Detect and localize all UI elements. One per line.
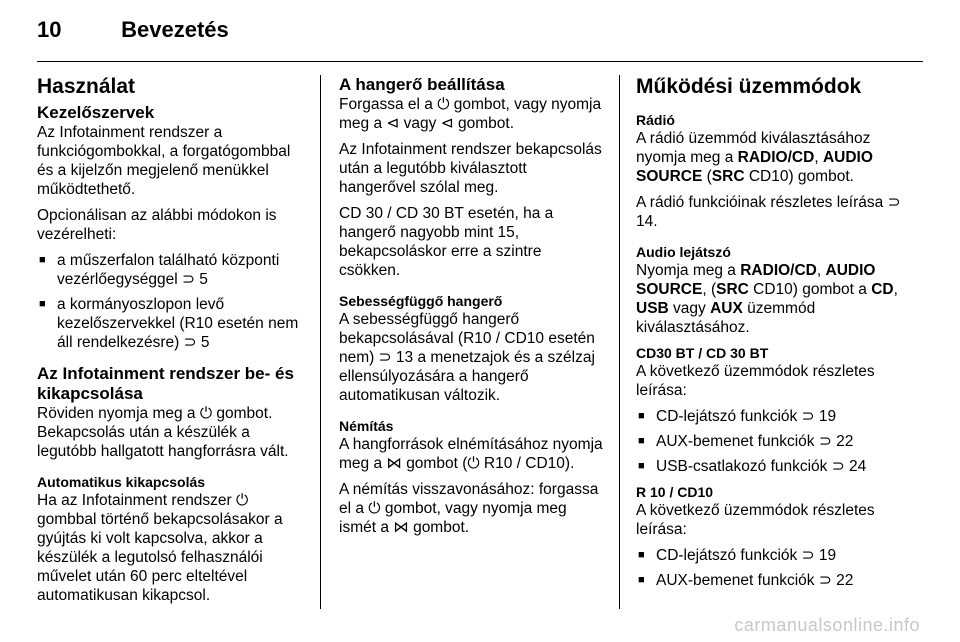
list-item: ■ a kormányoszlopon levő kezelőszervekkel (R10 esetén nem áll rendelkezésre) ⊃ 5 bbox=[37, 295, 310, 352]
subheading-be-kikapcsolas: Az Infotainment rendszer be- és kikapcsolása bbox=[37, 364, 294, 403]
paragraph: Az Infotainment rendszer bekapcsolás után a legutóbb kiválasztott hangerővel szólal meg. bbox=[339, 141, 602, 196]
subheading-r10-cd10: R 10 / CD10 bbox=[636, 484, 714, 500]
chapter-title: Bevezetés bbox=[121, 17, 229, 42]
list-item: ■ USB-csatlakozó funkciók ⊃ 24 bbox=[636, 457, 916, 476]
column-divider-1 bbox=[320, 75, 321, 609]
subheading-hangero: A hangerő beállítása bbox=[339, 75, 505, 94]
paragraph: Az Infotainment rendszer a funkciógombokkal, a forgatógombbal és a kijelzőn megjelenő menükkel működtethető. bbox=[37, 124, 291, 198]
paragraph: A hangforrások elnémításához nyomja meg a ⋈ gombot (⏻ R10 / CD10). bbox=[339, 436, 603, 472]
section-heading-hasznalat: Használat bbox=[37, 75, 136, 98]
bullet-list bbox=[636, 546, 916, 590]
paragraph: A sebességfüggő hangerő bekapcsolásával (R10 / CD10 esetén nem) ⊃ 13 a menetzajok és a szélzaj ellensúlyozására a hangerő automatikusan változik. bbox=[339, 311, 595, 404]
list-item: ■ a műszerfalon található központi vezérlőegységgel ⊃ 5 bbox=[37, 251, 310, 289]
subheading-sebessegfuggo: Sebességfüggő hangerő bbox=[339, 293, 503, 309]
paragraph: A következő üzemmódok részletes leírása: bbox=[636, 502, 875, 538]
paragraph: Ha az Infotainment rendszer ⏻ gombbal történő bekapcsolásakor a gyújtás ki volt kapcsolva, akkor a készülék a legutolsó felhasználói művelet után 60 perc elteltével automatikusan kikapcsol. bbox=[37, 492, 283, 604]
paragraph: A rádió üzemmód kiválasztásához nyomja meg a RADIO/CD, AUDIO SOURCE (SRC CD10) gombot. bbox=[636, 130, 873, 185]
list-item: ■ AUX-bemenet funkciók ⊃ 22 bbox=[636, 432, 916, 451]
page-number: 10 bbox=[37, 17, 62, 42]
header-rule bbox=[37, 61, 923, 62]
section-heading-uzemmodok: Működési üzemmódok bbox=[636, 75, 862, 98]
subheading-kezeloszervek: Kezelőszervek bbox=[37, 103, 155, 122]
list-item: ■ AUX-bemenet funkciók ⊃ 22 bbox=[636, 571, 916, 590]
subheading-audio: Audio lejátszó bbox=[636, 244, 731, 260]
subheading-automatikus-kikapcsolas: Automatikus kikapcsolás bbox=[37, 474, 206, 490]
page-header bbox=[37, 17, 229, 43]
column-divider-2 bbox=[619, 75, 620, 609]
subheading-nemitas: Némítás bbox=[339, 418, 394, 434]
paragraph: Forgassa el a ⏻ gombot, vagy nyomja meg a ⊲ vagy ⊲ gombot. bbox=[339, 96, 602, 132]
list-item: ■ CD-lejátszó funkciók ⊃ 19 bbox=[636, 546, 916, 565]
paragraph: Opcionálisan az alábbi módokon is vezérelheti: bbox=[37, 207, 277, 243]
paragraph: A rádió funkcióinak részletes leírása ⊃ 14. bbox=[636, 194, 901, 230]
bullet-list bbox=[636, 407, 916, 476]
column-2 bbox=[339, 75, 606, 544]
bullet-list bbox=[37, 251, 310, 352]
column-1 bbox=[37, 75, 310, 612]
column-3 bbox=[636, 75, 916, 597]
paragraph: A következő üzemmódok részletes leírása: bbox=[636, 363, 875, 399]
watermark: carmanualsonline.info bbox=[734, 615, 920, 635]
subheading-cd30bt: CD30 BT / CD 30 BT bbox=[636, 345, 769, 361]
paragraph: A némítás visszavonásához: forgassa el a ⏻ gombot, vagy nyomja meg ismét a ⋈ gombot. bbox=[339, 481, 599, 536]
paragraph: Nyomja meg a RADIO/CD, AUDIO SOURCE, (SRC CD10) gombot a CD, USB vagy AUX üzemmód kiválasztásához. bbox=[636, 262, 898, 336]
paragraph: CD 30 / CD 30 BT esetén, ha a hangerő nagyobb mint 15, bekapcsoláskor erre a szintre csökken. bbox=[339, 205, 554, 279]
subheading-radio: Rádió bbox=[636, 112, 675, 128]
paragraph: Röviden nyomja meg a ⏻ gombot. Bekapcsolás után a készülék a legutóbb hallgatott hangforrásra vált. bbox=[37, 405, 289, 460]
list-item: ■ CD-lejátszó funkciók ⊃ 19 bbox=[636, 407, 916, 426]
